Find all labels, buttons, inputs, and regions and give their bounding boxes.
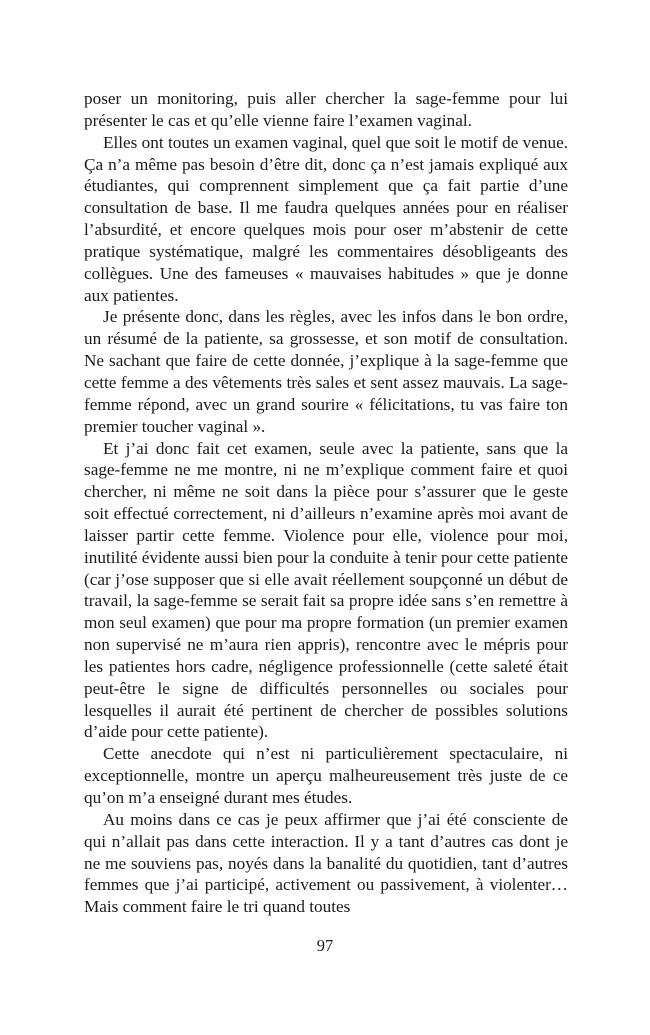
paragraph: Elles ont toutes un examen vaginal, quel que soit le motif de venue. Ça n’a même pas besoin d’être dit, donc ça n’est jamais expliqué aux étudiantes, qui comprennent simplement que ça fait partie d’une consultation de base. Il me faudra quelques années pour en réaliser l’absurdité, et encore quelques mois pour oser m’abstenir de cette pratique systématique, malgré les commentaires désobligeants des collègues. Une des fameuses « mauvaises habitudes » que je donne aux patientes.: [84, 132, 568, 305]
paragraph: Et j’ai donc fait cet examen, seule avec la patiente, sans que la sage-femme ne me montre, ni ne m’explique comment faire et quoi chercher, ni même ne soit dans la pièce pour s’assurer que le geste soit effectué correctement, ni d’ailleurs n’examine après moi avant de laisser partir cette femme. Violence pour elle, violence pour moi, inutilité évidente aussi bien pour la conduite à tenir pour cette patiente (car j’ose supposer que si elle avait réellement soupçonné un début de travail, la sage-femme se serait fait sa propre idée sans s’en remettre à mon seul examen) que pour ma propre formation (un premier examen non supervisé ne m’aura rien appris), rencontre avec le mépris pour les patientes hors cadre, négligence professionnelle (cette saleté était peut-être le signe de difficultés personnelles ou sociales pour lesquelles il aurait été pertinent de chercher de possibles solutions d’aide pour cette patiente).: [84, 438, 568, 742]
page-number: 97: [316, 936, 334, 955]
body-text: [84, 88, 568, 918]
paragraph-continued: poser un monitoring, puis aller chercher la sage-femme pour lui présenter le cas et qu’elle vienne faire l’examen vaginal.: [84, 89, 568, 130]
paragraph: Au moins dans ce cas je peux affirmer que j’ai été consciente de qui n’allait pas dans cette interaction. Il y a tant d’autres cas dont je ne me souviens pas, noyés dans la banalité du quotidien, tant d’autres femmes que j’ai participé, activement ou passivement, à violenter… Mais comment faire le tri quand toutes: [84, 809, 568, 917]
paragraph: Je présente donc, dans les règles, avec les infos dans le bon ordre, un résumé de la patiente, sa grossesse, et son motif de consultation. Ne sachant que faire de cette donnée, j’explique à la sage-femme que cette femme a des vêtements très sales et sent assez mauvais. La sage-femme répond, avec un grand sourire « félicitations, tu vas faire ton premier toucher vaginal ».: [84, 307, 568, 436]
paragraph: Cette anecdote qui n’est ni particulièrement spectaculaire, ni exceptionnelle, montre un aperçu malheureusement très juste de ce qu’on m’a enseigné durant mes études.: [84, 744, 568, 807]
